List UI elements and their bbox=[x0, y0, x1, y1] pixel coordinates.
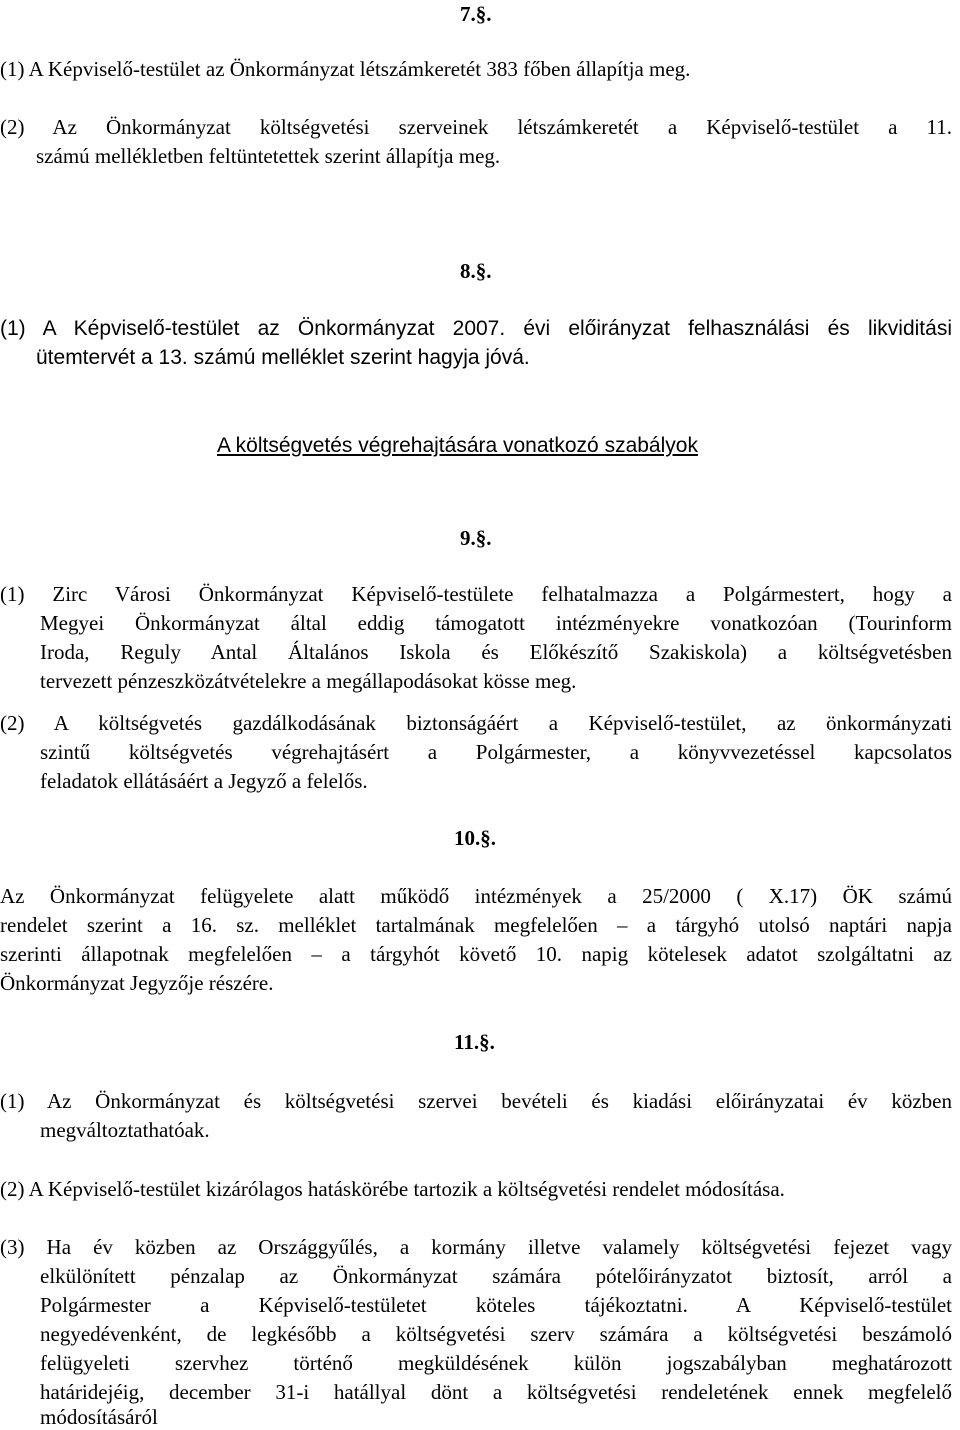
section-11-paragraph-1-line-1: (1) Az Önkormányzat és költségvetési szervei bevételi és kiadási előirányzatai év közben bbox=[0, 1089, 952, 1113]
section-9-paragraph-2-line-3: feladatok ellátásáért a Jegyző a felelős. bbox=[40, 769, 368, 793]
section-9-paragraph-1-line-3: Iroda, Reguly Antal Általános Iskola és Előkészítő Szakiskola) a költségvetésben bbox=[40, 640, 952, 664]
section-11-paragraph-3-line-3: Polgármester a Képviselő-testületet köteles tájékoztatni. A Képviselő-testület bbox=[40, 1293, 952, 1317]
section-10-line-2: rendelet szerint a 16. sz. melléklet tartalmának megfelelően – a tárgyhó utolsó naptári napja bbox=[0, 913, 952, 937]
section-9-paragraph-1-line-4: tervezett pénzeszközátvételekre a megállapodásokat kösse meg. bbox=[40, 669, 577, 693]
section-9-paragraph-1-line-2: Megyei Önkormányzat által eddig támogatott intézményekre vonatkozóan (Tourinform bbox=[40, 611, 952, 635]
section-10-heading: 10.§. bbox=[454, 826, 496, 850]
section-7-paragraph-2-line-1: (2) Az Önkormányzat költségvetési szerveinek létszámkeretét a Képviselő-testület a 11. bbox=[0, 115, 952, 139]
section-9-paragraph-2-line-2: szintű költségvetés végrehajtásért a Polgármester, a könyvvezetéssel kapcsolatos bbox=[40, 740, 952, 764]
section-11-paragraph-3-line-6: határidejéig, december 31-i hatállyal dönt a költségvetési rendeletének ennek megfelelő bbox=[40, 1380, 952, 1404]
section-10-line-1: Az Önkormányzat felügyelete alatt működő intézmények a 25/2000 ( X.17) ÖK számú bbox=[0, 884, 952, 908]
section-8-heading: 8.§. bbox=[460, 259, 492, 283]
section-9-paragraph-2-line-1: (2) A költségvetés gazdálkodásának biztonságáért a Képviselő-testület, az önkormányzati bbox=[0, 711, 952, 735]
section-10-line-3: szerinti állapotnak megfelelően – a tárgyhót követő 10. napig kötelesek adatot szolgáltatni az bbox=[0, 942, 952, 966]
section-8-paragraph-1-line-1: (1) A Képviselő-testület az Önkormányzat 2007. évi előirányzat felhasználási és likviditási bbox=[0, 317, 952, 340]
section-11-paragraph-3-line-1: (3) Ha év közben az Országgyűlés, a kormány illetve valamely költségvetési fejezet vagy bbox=[0, 1235, 952, 1259]
section-7-paragraph-2-line-2: számú mellékletben feltüntetettek szerint állapítja meg. bbox=[36, 144, 501, 168]
section-9-heading: 9.§. bbox=[460, 526, 492, 550]
section-11-paragraph-3-line-2: elkülönített pénzalap az Önkormányzat számára pótelőirányzatot biztosít, arról a bbox=[40, 1264, 952, 1288]
rules-section-title: A költségvetés végrehajtására vonatkozó szabályok bbox=[217, 434, 698, 457]
section-11-heading: 11.§. bbox=[454, 1030, 495, 1054]
section-11-paragraph-3-line-5: felügyeleti szervhez történő megküldésének külön jogszabályban meghatározott bbox=[40, 1351, 952, 1375]
section-8-paragraph-1-line-2: ütemtervét a 13. számú melléklet szerint hagyja jóvá. bbox=[36, 346, 530, 369]
section-11-paragraph-3-line-7: módosításáról bbox=[40, 1405, 158, 1429]
section-7-paragraph-1: (1) A Képviselő-testület az Önkormányzat létszámkeretét 383 főben állapítja meg. bbox=[0, 57, 691, 81]
section-11-paragraph-3-line-4: negyedévenként, de legkésőbb a költségvetési szerv számára a költségvetési beszámoló bbox=[40, 1322, 952, 1346]
section-10-line-4: Önkormányzat Jegyzője részére. bbox=[0, 971, 274, 995]
section-11-paragraph-1-line-2: megváltoztathatóak. bbox=[40, 1118, 210, 1142]
section-9-paragraph-1-line-1: (1) Zirc Városi Önkormányzat Képviselő-testülete felhatalmazza a Polgármestert, hogy a bbox=[0, 582, 952, 606]
section-11-paragraph-2: (2) A Képviselő-testület kizárólagos hatáskörébe tartozik a költségvetési rendelet módosítása. bbox=[0, 1177, 785, 1201]
section-7-heading: 7.§. bbox=[460, 2, 492, 26]
